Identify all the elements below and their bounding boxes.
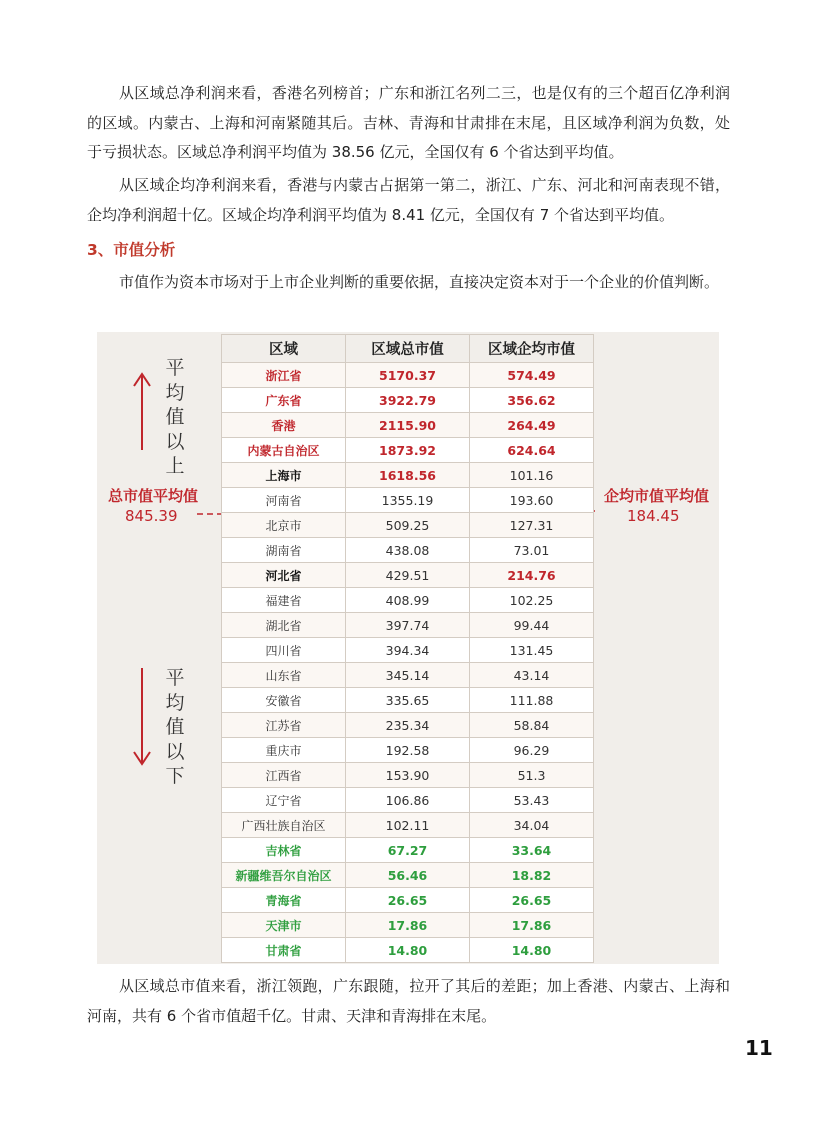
table-row bbox=[222, 563, 594, 588]
paragraph-net-profit-total: 从区域总净利润来看，香港名列榜首；广东和浙江名列二三，也是仅有的三个超百亿净利润的区域。内蒙古、上海和河南紧随其后。吉林、青海和甘肃排在末尾，且区域净利润为负数，处于亏损状态。区域总净利润平均值为 38.56 亿元，全国仅有 6 个省达到平均值。 bbox=[87, 84, 730, 161]
table-row bbox=[222, 913, 594, 938]
average-value-cell: 356.62 bbox=[470, 388, 594, 413]
table-row bbox=[222, 763, 594, 788]
total-value-cell: 438.08 bbox=[346, 538, 470, 563]
table-row bbox=[222, 588, 594, 613]
table-row bbox=[222, 513, 594, 538]
total-value-cell: 509.25 bbox=[346, 513, 470, 538]
section-heading-market-value: 3、市值分析 bbox=[87, 241, 176, 259]
company-average-label: 企均市值平均值 bbox=[603, 487, 709, 505]
table-row bbox=[222, 938, 594, 963]
table-row bbox=[222, 863, 594, 888]
region-cell: 浙江省 bbox=[222, 363, 346, 388]
region-cell: 湖南省 bbox=[222, 538, 346, 563]
table-row bbox=[222, 388, 594, 413]
table-header-row bbox=[222, 335, 594, 363]
total-value-cell: 3922.79 bbox=[346, 388, 470, 413]
region-cell: 新疆维吾尔自治区 bbox=[222, 863, 346, 888]
total-average-value: 845.39 bbox=[125, 507, 178, 525]
total-value-cell: 26.65 bbox=[346, 888, 470, 913]
region-cell: 香港 bbox=[222, 413, 346, 438]
region-cell: 广西壮族自治区 bbox=[222, 813, 346, 838]
total-value-cell: 1873.92 bbox=[346, 438, 470, 463]
total-value-cell: 2115.90 bbox=[346, 413, 470, 438]
average-value-cell: 264.49 bbox=[470, 413, 594, 438]
region-cell: 四川省 bbox=[222, 638, 346, 663]
average-value-cell: 127.31 bbox=[470, 513, 594, 538]
paragraph-market-value-summary: 从区域总市值来看，浙江领跑，广东跟随，拉开了其后的差距；加上香港、内蒙古、上海和河南，共有 6 个省市值超千亿。甘肃、天津和青海排在末尾。 bbox=[87, 977, 730, 1025]
table-row bbox=[222, 813, 594, 838]
total-value-cell: 5170.37 bbox=[346, 363, 470, 388]
total-value-cell: 1355.19 bbox=[346, 488, 470, 513]
region-cell: 重庆市 bbox=[222, 738, 346, 763]
average-value-cell: 43.14 bbox=[470, 663, 594, 688]
total-value-cell: 14.80 bbox=[346, 938, 470, 963]
region-cell: 吉林省 bbox=[222, 838, 346, 863]
table-row bbox=[222, 888, 594, 913]
average-value-cell: 26.65 bbox=[470, 888, 594, 913]
average-value-cell: 73.01 bbox=[470, 538, 594, 563]
region-cell: 河南省 bbox=[222, 488, 346, 513]
table-row bbox=[222, 438, 594, 463]
table-row bbox=[222, 463, 594, 488]
table-row bbox=[222, 488, 594, 513]
total-value-cell: 106.86 bbox=[346, 788, 470, 813]
average-value-cell: 17.86 bbox=[470, 913, 594, 938]
total-value-cell: 17.86 bbox=[346, 913, 470, 938]
total-value-cell: 192.58 bbox=[346, 738, 470, 763]
region-cell: 山东省 bbox=[222, 663, 346, 688]
average-value-cell: 102.25 bbox=[470, 588, 594, 613]
table-row bbox=[222, 688, 594, 713]
region-cell: 甘肃省 bbox=[222, 938, 346, 963]
total-value-cell: 335.65 bbox=[346, 688, 470, 713]
total-value-cell: 394.34 bbox=[346, 638, 470, 663]
above-average-label: 平均值以上 bbox=[165, 357, 185, 477]
header-total-market-value: 区域总市值 bbox=[346, 335, 470, 363]
table-row bbox=[222, 538, 594, 563]
average-value-cell: 58.84 bbox=[470, 713, 594, 738]
table-row bbox=[222, 363, 594, 388]
market-value-figure bbox=[97, 332, 719, 964]
header-region: 区域 bbox=[222, 335, 346, 363]
region-cell: 安徽省 bbox=[222, 688, 346, 713]
table-row bbox=[222, 713, 594, 738]
region-cell: 天津市 bbox=[222, 913, 346, 938]
region-cell: 北京市 bbox=[222, 513, 346, 538]
total-value-cell: 102.11 bbox=[346, 813, 470, 838]
average-value-cell: 131.45 bbox=[470, 638, 594, 663]
total-value-cell: 153.90 bbox=[346, 763, 470, 788]
table-row bbox=[222, 413, 594, 438]
total-value-cell: 397.74 bbox=[346, 613, 470, 638]
average-value-cell: 51.3 bbox=[470, 763, 594, 788]
region-cell: 青海省 bbox=[222, 888, 346, 913]
table-row bbox=[222, 613, 594, 638]
total-value-cell: 56.46 bbox=[346, 863, 470, 888]
table-row bbox=[222, 663, 594, 688]
total-value-cell: 345.14 bbox=[346, 663, 470, 688]
paragraph-market-value-intro: 市值作为资本市场对于上市企业判断的重要依据，直接决定资本对于一个企业的价值判断。 bbox=[119, 273, 720, 291]
total-value-cell: 429.51 bbox=[346, 563, 470, 588]
average-value-cell: 96.29 bbox=[470, 738, 594, 763]
company-average-value: 184.45 bbox=[627, 507, 680, 525]
total-value-cell: 67.27 bbox=[346, 838, 470, 863]
total-value-cell: 1618.56 bbox=[346, 463, 470, 488]
below-average-label: 平均值以下 bbox=[165, 667, 185, 787]
region-cell: 上海市 bbox=[222, 463, 346, 488]
region-cell: 江西省 bbox=[222, 763, 346, 788]
total-average-label: 总市值平均值 bbox=[107, 487, 198, 505]
table-row bbox=[222, 788, 594, 813]
average-value-cell: 53.43 bbox=[470, 788, 594, 813]
table-row bbox=[222, 638, 594, 663]
table-body bbox=[222, 363, 594, 963]
total-value-cell: 408.99 bbox=[346, 588, 470, 613]
region-cell: 湖北省 bbox=[222, 613, 346, 638]
region-cell: 广东省 bbox=[222, 388, 346, 413]
region-cell: 河北省 bbox=[222, 563, 346, 588]
total-value-cell: 235.34 bbox=[346, 713, 470, 738]
average-value-cell: 18.82 bbox=[470, 863, 594, 888]
region-cell: 辽宁省 bbox=[222, 788, 346, 813]
average-value-cell: 574.49 bbox=[470, 363, 594, 388]
average-value-cell: 99.44 bbox=[470, 613, 594, 638]
average-value-cell: 14.80 bbox=[470, 938, 594, 963]
average-value-cell: 101.16 bbox=[470, 463, 594, 488]
average-value-cell: 34.04 bbox=[470, 813, 594, 838]
average-value-cell: 111.88 bbox=[470, 688, 594, 713]
average-value-cell: 214.76 bbox=[470, 563, 594, 588]
average-value-cell: 624.64 bbox=[470, 438, 594, 463]
page-number: 11 bbox=[745, 1036, 773, 1060]
average-value-cell: 33.64 bbox=[470, 838, 594, 863]
region-cell: 内蒙古自治区 bbox=[222, 438, 346, 463]
region-cell: 江苏省 bbox=[222, 713, 346, 738]
region-cell: 福建省 bbox=[222, 588, 346, 613]
paragraph-net-profit-average: 从区域企均净利润来看，香港与内蒙古占据第一第二，浙江、广东、河北和河南表现不错，企均净利润超十亿。区域企均净利润平均值为 8.41 亿元，全国仅有 7 个省达到平均值。 bbox=[87, 176, 730, 224]
average-value-cell: 193.60 bbox=[470, 488, 594, 513]
table-row bbox=[222, 738, 594, 763]
table-row bbox=[222, 838, 594, 863]
market-value-table bbox=[221, 334, 594, 963]
header-average-market-value: 区域企均市值 bbox=[470, 335, 594, 363]
